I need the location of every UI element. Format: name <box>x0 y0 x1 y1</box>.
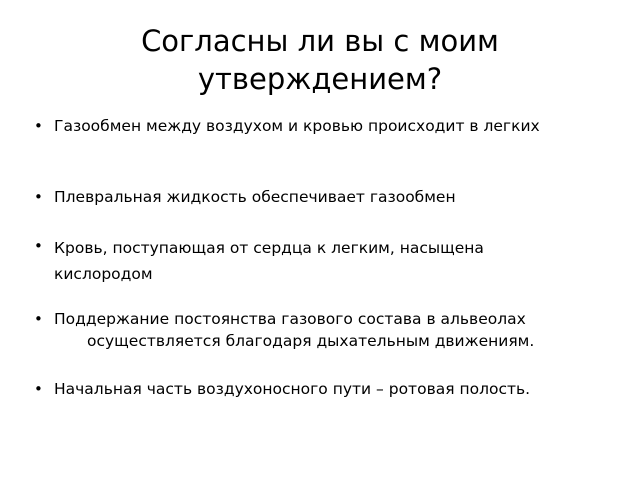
bullet-text: Начальная часть воздухоносного пути – ротовая полость. <box>54 380 531 398</box>
bullet-text: Поддержание постоянства газового состава в альвеолах осуществляется благодаря дыхательным движениям. <box>54 310 535 350</box>
bullet-icon: • <box>34 237 43 255</box>
list-item <box>34 378 634 400</box>
slide-title: Согласны ли вы с моим утверждением? <box>141 24 499 96</box>
bullet-text: Кровь, поступающая от сердца к легким, насыщена кислородом <box>54 239 484 283</box>
bullet-icon: • <box>34 117 43 135</box>
bullet-icon: • <box>34 188 43 206</box>
list-item <box>34 308 617 352</box>
list-item <box>34 186 614 208</box>
bullet-text: Газообмен между воздухом и кровью происходит в легких <box>54 117 540 135</box>
list-item <box>34 115 554 137</box>
list-item <box>34 235 554 287</box>
bullet-text: Плевральная жидкость обеспечивает газообмен <box>54 188 456 206</box>
bullet-icon: • <box>34 310 43 328</box>
bullet-icon: • <box>34 380 43 398</box>
